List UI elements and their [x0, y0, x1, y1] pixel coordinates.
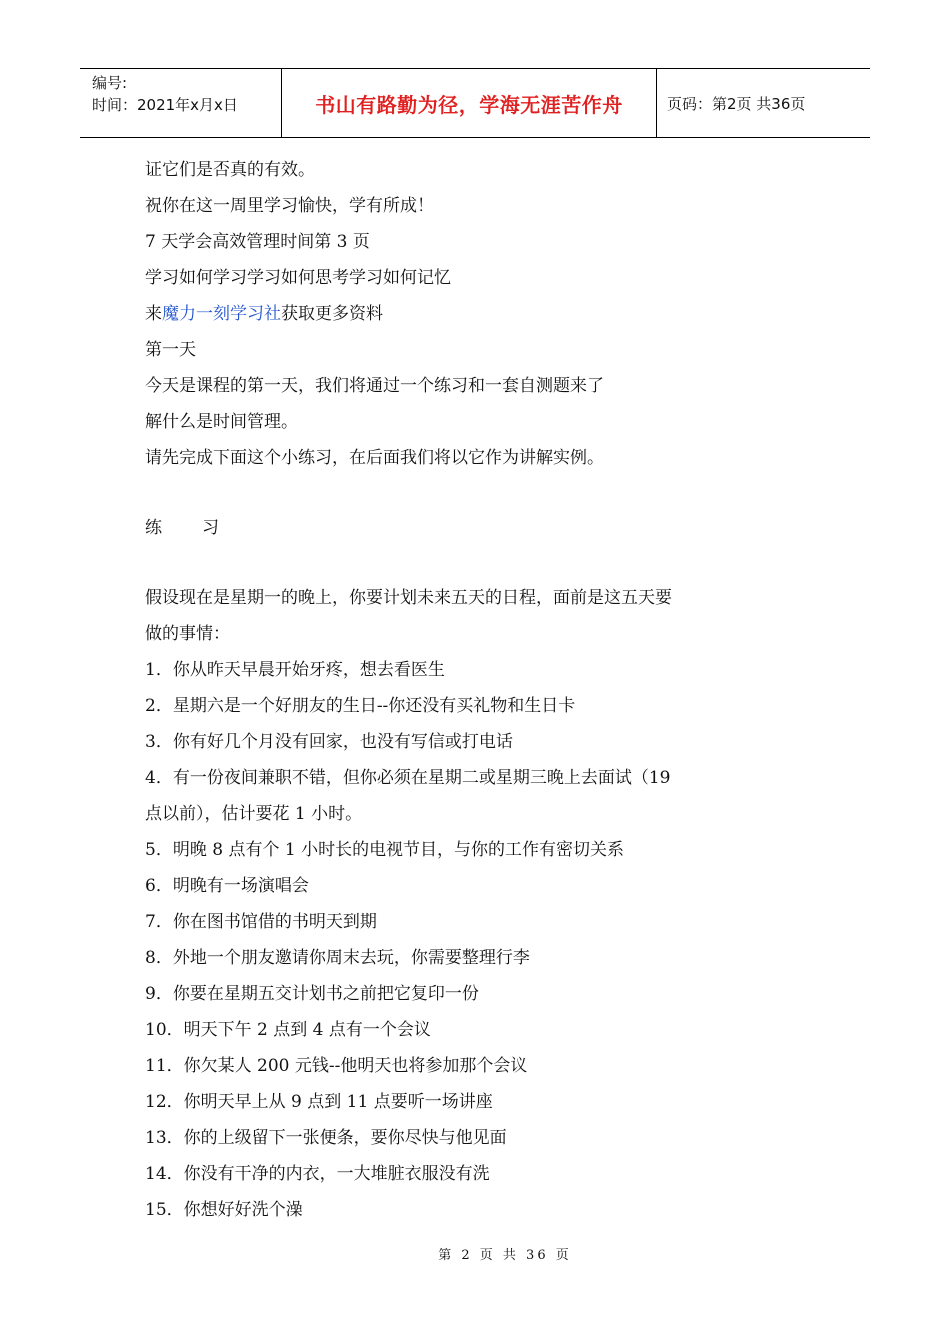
study-club-link[interactable]: 魔力一刻学习社 — [162, 304, 281, 324]
text-line: 今天是课程的第一天，我们将通过一个练习和一套自测题来了 — [145, 376, 604, 396]
list-item: 12．你明天早上从 9 点到 11 点要听一场讲座 — [145, 1092, 493, 1112]
header-motto: 书山有路勤为径，学海无涯苦作舟 — [282, 69, 657, 137]
text-line: 假设现在是星期一的晚上，你要计划未来五天的日程，面前是这五天要 — [145, 588, 672, 608]
document-body — [145, 152, 785, 1228]
list-item: 点以前），估计要花 1 小时。 — [145, 804, 363, 824]
exercise-title — [145, 510, 785, 546]
text-line: 做的事情： — [145, 624, 230, 644]
text-line: 学习如何学习学习如何思考学习如何记忆 — [145, 268, 451, 288]
exercise-title-char: 练 — [145, 518, 162, 538]
list-item: 2．星期六是一个好朋友的生日--你还没有买礼物和生日卡 — [145, 696, 576, 716]
day-title: 第一天 — [145, 340, 196, 360]
number-label: 编号: — [92, 74, 128, 92]
list-item: 1．你从昨天早晨开始牙疼，想去看医生 — [145, 660, 445, 680]
list-item: 8．外地一个朋友邀请你周末去玩，你需要整理行李 — [145, 948, 530, 968]
list-item: 10．明天下午 2 点到 4 点有一个会议 — [145, 1020, 431, 1040]
list-item: 11．你欠某人 200 元钱--他明天也将参加那个会议 — [145, 1056, 528, 1076]
time-label: 时间：2021年x月x日 — [92, 96, 238, 114]
text-line: 祝你在这一周里学习愉快，学有所成！ — [145, 196, 434, 216]
list-item: 3．你有好几个月没有回家，也没有写信或打电话 — [145, 732, 513, 752]
document-header — [80, 68, 870, 138]
list-item: 9．你要在星期五交计划书之前把它复印一份 — [145, 984, 479, 1004]
text-line: 证它们是否真的有效。 — [145, 160, 315, 180]
list-item: 7．你在图书馆借的书明天到期 — [145, 912, 377, 932]
list-item: 15．你想好好洗个澡 — [145, 1200, 303, 1220]
text-line: 7 天学会高效管理时间第 3 页 — [145, 232, 370, 252]
promo-suffix: 获取更多资料 — [281, 304, 383, 324]
exercise-title-char: 习 — [202, 518, 219, 538]
text-line: 请先完成下面这个小练习，在后面我们将以它作为讲解实例。 — [145, 448, 604, 468]
header-meta — [80, 69, 282, 137]
header-page-info: 页码：第2页 共36页 — [667, 94, 806, 113]
promo-prefix: 来 — [145, 304, 162, 324]
list-item: 6．明晚有一场演唱会 — [145, 876, 309, 896]
list-item: 13．你的上级留下一张便条，要你尽快与他见面 — [145, 1128, 507, 1148]
text-line: 解什么是时间管理。 — [145, 412, 298, 432]
list-item: 5．明晚 8 点有个 1 小时长的电视节目，与你的工作有密切关系 — [145, 840, 625, 860]
list-item: 14．你没有干净的内衣，一大堆脏衣服没有洗 — [145, 1164, 490, 1184]
page-footer: 第 2 页 共 36 页 — [438, 1248, 572, 1263]
promo-line — [145, 296, 785, 332]
list-item: 4．有一份夜间兼职不错，但你必须在星期二或星期三晚上去面试（19 — [145, 768, 671, 788]
